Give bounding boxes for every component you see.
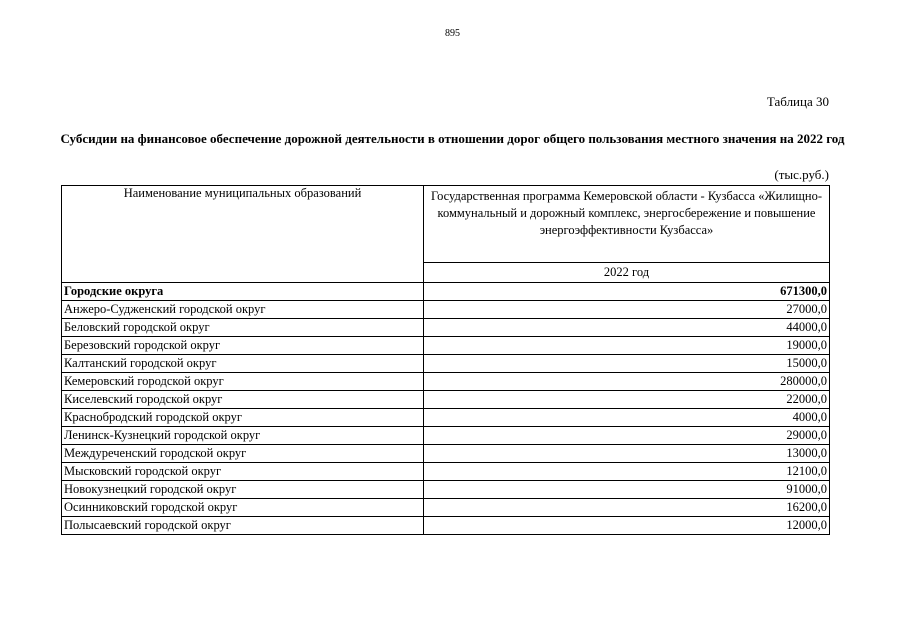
- table-row: [62, 373, 830, 391]
- row-value: 280000,0: [424, 373, 830, 391]
- table-row: [62, 463, 830, 481]
- table-row: [62, 427, 830, 445]
- row-name: Городские округа: [62, 283, 424, 301]
- row-value: 12100,0: [424, 463, 830, 481]
- row-value: 29000,0: [424, 427, 830, 445]
- row-value: 671300,0: [424, 283, 830, 301]
- row-value: 22000,0: [424, 391, 830, 409]
- row-name: Березовский городской округ: [62, 337, 424, 355]
- table-row: [62, 301, 830, 319]
- table-row: [62, 445, 830, 463]
- table-row: [62, 319, 830, 337]
- row-name: Новокузнецкий городской округ: [62, 481, 424, 499]
- table-row: [62, 391, 830, 409]
- header-name-column: Наименование муниципальных образований: [62, 186, 424, 283]
- units-label: (тыс.руб.): [774, 167, 829, 182]
- row-name: Краснобродский городской округ: [62, 409, 424, 427]
- table-row: [62, 355, 830, 373]
- row-value: 13000,0: [424, 445, 830, 463]
- row-name: Калтанский городской округ: [62, 355, 424, 373]
- row-name: Беловский городской округ: [62, 319, 424, 337]
- header-program-column: Государственная программа Кемеровской области - Кузбасса «Жилищно-коммунальный и дорожный комплекс, энергосбережение и повышение энергоэффективности Кузбасса»: [424, 186, 830, 263]
- row-name: Мысковский городской округ: [62, 463, 424, 481]
- row-value: 16200,0: [424, 499, 830, 517]
- row-name: Междуреченский городской округ: [62, 445, 424, 463]
- table-row: [62, 409, 830, 427]
- row-value: 19000,0: [424, 337, 830, 355]
- table-row: [62, 337, 830, 355]
- subsidy-table: [61, 185, 830, 535]
- table-row: [62, 481, 830, 499]
- row-name: Кемеровский городской округ: [62, 373, 424, 391]
- document-title: Субсидии на финансовое обеспечение дорожной деятельности в отношении дорог общего пользования местного значения на 2022 год: [60, 131, 845, 146]
- row-name: Полысаевский городской округ: [62, 517, 424, 535]
- row-value: 15000,0: [424, 355, 830, 373]
- row-name: Киселевский городской округ: [62, 391, 424, 409]
- row-value: 44000,0: [424, 319, 830, 337]
- row-name: Анжеро-Судженский городской округ: [62, 301, 424, 319]
- row-name: Ленинск-Кузнецкий городской округ: [62, 427, 424, 445]
- table-row-total: [62, 283, 830, 301]
- row-name: Осинниковский городской округ: [62, 499, 424, 517]
- row-value: 91000,0: [424, 481, 830, 499]
- table-label: Таблица 30: [766, 94, 829, 109]
- page-number: 895: [445, 28, 460, 39]
- table-row: [62, 517, 830, 535]
- row-value: 27000,0: [424, 301, 830, 319]
- row-value: 12000,0: [424, 517, 830, 535]
- table-row: [62, 499, 830, 517]
- row-value: 4000,0: [424, 409, 830, 427]
- header-year-column: 2022 год: [424, 263, 830, 283]
